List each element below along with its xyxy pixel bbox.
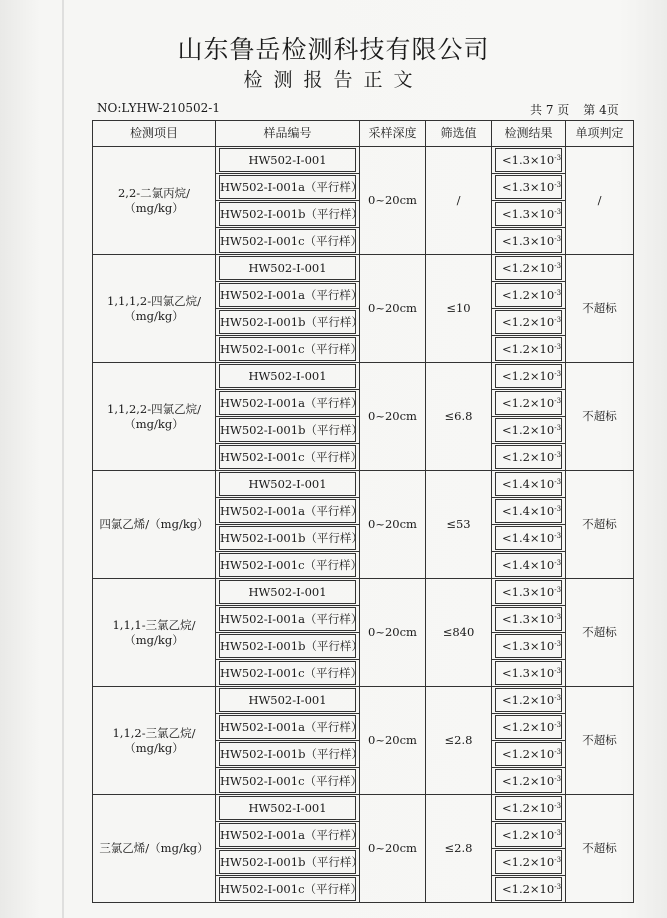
sampling-depth: 0~20cm [360, 471, 426, 579]
sample-cell [216, 633, 363, 660]
screening-value: / [426, 147, 492, 255]
result-cell [492, 579, 566, 606]
table-body [93, 147, 634, 903]
result-exponent: -3 [554, 775, 562, 783]
result-value: <1.2×10 [502, 801, 555, 815]
sampling-depth: 0~20cm [360, 255, 426, 363]
result-value: <1.3×10 [502, 666, 555, 680]
result-exponent: -3 [554, 829, 562, 837]
sample-cell [216, 498, 363, 525]
table-row [93, 687, 634, 714]
sample-id: HW502-I-001b（平行样） [219, 418, 356, 442]
test-result [495, 553, 562, 577]
result-exponent: -3 [554, 505, 562, 513]
sample-cell [216, 822, 363, 849]
result-exponent: -3 [554, 748, 562, 756]
result-value: <1.3×10 [502, 207, 555, 221]
test-result [495, 256, 562, 280]
result-value: <1.4×10 [502, 558, 555, 572]
result-value: <1.2×10 [502, 882, 555, 896]
result-exponent: -3 [554, 289, 562, 297]
test-item-name: 1,1,1,2-四氯乙烷/（mg/kg） [93, 255, 216, 363]
result-value: <1.2×10 [502, 315, 555, 329]
screening-value: ≤10 [426, 255, 492, 363]
test-result [495, 850, 562, 874]
result-value: <1.4×10 [502, 504, 555, 518]
sample-cell [216, 336, 363, 363]
page-info [530, 101, 619, 118]
test-result [495, 391, 562, 415]
result-value: <1.2×10 [502, 450, 555, 464]
sample-cell [216, 795, 360, 822]
item-verdict: 不超标 [566, 363, 634, 471]
sample-id: HW502-I-001c（平行样） [219, 769, 356, 793]
total-pages: 共 7 页 [530, 103, 570, 117]
result-cell [492, 255, 566, 282]
result-cell [492, 309, 566, 336]
result-exponent: -3 [554, 262, 562, 270]
result-exponent: -3 [554, 478, 562, 486]
sample-id: HW502-I-001c（平行样） [219, 661, 356, 685]
result-value: <1.2×10 [502, 774, 555, 788]
table-row [93, 795, 634, 822]
sample-id: HW502-I-001 [219, 796, 356, 820]
sample-id: HW502-I-001c（平行样） [219, 337, 356, 361]
result-value: <1.3×10 [502, 234, 555, 248]
test-result [495, 580, 562, 604]
screening-value: ≤53 [426, 471, 492, 579]
test-result [495, 364, 562, 388]
sample-id: HW502-I-001 [219, 256, 356, 280]
sample-cell [216, 687, 360, 714]
page-number: 第 4页 [583, 103, 619, 117]
test-result [495, 499, 562, 523]
sample-id: HW502-I-001a（平行样） [219, 499, 356, 523]
result-exponent: -3 [554, 667, 562, 675]
result-cell [492, 768, 566, 795]
sample-cell [216, 714, 363, 741]
sample-cell [216, 768, 363, 795]
sample-id: HW502-I-001 [219, 148, 356, 172]
result-cell [492, 147, 566, 174]
result-exponent: -3 [554, 802, 562, 810]
result-cell [492, 336, 566, 363]
sample-id: HW502-I-001 [219, 472, 356, 496]
result-value: <1.2×10 [502, 342, 555, 356]
table-row [93, 363, 634, 390]
sample-id: HW502-I-001c（平行样） [219, 877, 356, 901]
result-exponent: -3 [554, 883, 562, 891]
result-cell [492, 822, 566, 849]
result-value: <1.3×10 [502, 612, 555, 626]
test-result [495, 310, 562, 334]
result-cell [492, 201, 566, 228]
test-result [495, 769, 562, 793]
test-result [495, 148, 562, 172]
sample-cell [216, 255, 360, 282]
screening-value: ≤2.8 [426, 795, 492, 903]
sample-id: HW502-I-001a（平行样） [219, 175, 356, 199]
sampling-depth: 0~20cm [360, 147, 426, 255]
test-result [495, 877, 562, 901]
result-value: <1.2×10 [502, 693, 555, 707]
test-result [495, 526, 562, 550]
test-result [495, 634, 562, 658]
sample-id: HW502-I-001 [219, 364, 356, 388]
result-cell [492, 471, 566, 498]
report-number: NO:LYHW-210502-1 [97, 101, 220, 115]
sample-id: HW502-I-001b（平行样） [219, 742, 356, 766]
sample-cell [216, 363, 360, 390]
result-cell [492, 849, 566, 876]
sample-cell [216, 660, 363, 687]
result-exponent: -3 [554, 397, 562, 405]
result-value: <1.2×10 [502, 720, 555, 734]
result-cell [492, 363, 566, 390]
document-title: 检测报告正文 [243, 69, 424, 91]
test-result [495, 283, 562, 307]
test-result [495, 418, 562, 442]
result-cell [492, 660, 566, 687]
test-result [495, 688, 562, 712]
sample-id: HW502-I-001 [219, 580, 356, 604]
sample-id: HW502-I-001b（平行样） [219, 850, 356, 874]
sample-cell [216, 471, 360, 498]
result-cell [492, 525, 566, 552]
result-value: <1.3×10 [502, 180, 555, 194]
results-table [92, 120, 634, 903]
test-item-name: 1,1,2,2-四氯乙烷/（mg/kg） [93, 363, 216, 471]
result-cell [492, 606, 566, 633]
table-row [93, 579, 634, 606]
test-result [495, 229, 562, 253]
test-item-name: 2,2-二氯丙烷/（mg/kg） [93, 147, 216, 255]
result-exponent: -3 [554, 640, 562, 648]
result-value: <1.2×10 [502, 396, 555, 410]
test-result [495, 661, 562, 685]
item-verdict: / [566, 147, 634, 255]
result-cell [492, 282, 566, 309]
result-cell [492, 876, 566, 903]
sample-cell [216, 552, 363, 579]
sample-cell [216, 444, 363, 471]
result-exponent: -3 [554, 208, 562, 216]
test-result [495, 742, 562, 766]
sample-id: HW502-I-001a（平行样） [219, 283, 356, 307]
result-value: <1.2×10 [502, 288, 555, 302]
sample-id: HW502-I-001c（平行样） [219, 445, 356, 469]
result-value: <1.3×10 [502, 639, 555, 653]
result-exponent: -3 [554, 451, 562, 459]
sample-cell [216, 309, 363, 336]
result-cell [492, 552, 566, 579]
result-cell [492, 390, 566, 417]
test-result [495, 175, 562, 199]
table-header-row [93, 121, 634, 147]
result-value: <1.2×10 [502, 828, 555, 842]
sample-id: HW502-I-001a（平行样） [219, 715, 356, 739]
sample-id: HW502-I-001b（平行样） [219, 202, 356, 226]
result-cell [492, 741, 566, 768]
result-exponent: -3 [554, 694, 562, 702]
test-result [495, 202, 562, 226]
sample-cell [216, 282, 363, 309]
result-cell [492, 498, 566, 525]
result-exponent: -3 [554, 559, 562, 567]
sample-id: HW502-I-001a（平行样） [219, 823, 356, 847]
table-row [93, 471, 634, 498]
test-item-name: 三氯乙烯/（mg/kg） [93, 795, 216, 903]
result-cell [492, 417, 566, 444]
column-header: 筛选值 [426, 121, 492, 147]
test-item-name: 1,1,2-三氯乙烷/（mg/kg） [93, 687, 216, 795]
test-result [495, 823, 562, 847]
result-value: <1.4×10 [502, 531, 555, 545]
screening-value: ≤2.8 [426, 687, 492, 795]
table-row [93, 255, 634, 282]
result-value: <1.2×10 [502, 369, 555, 383]
result-value: <1.3×10 [502, 153, 555, 167]
result-exponent: -3 [554, 343, 562, 351]
result-value: <1.4×10 [502, 477, 555, 491]
item-verdict: 不超标 [566, 795, 634, 903]
sample-id: HW502-I-001 [219, 688, 356, 712]
sample-id: HW502-I-001c（平行样） [219, 229, 356, 253]
sample-cell [216, 525, 363, 552]
screening-value: ≤840 [426, 579, 492, 687]
test-item-name: 1,1,1-三氯乙烷/（mg/kg） [93, 579, 216, 687]
test-result [495, 607, 562, 631]
result-cell [492, 174, 566, 201]
column-header: 单项判定 [566, 121, 634, 147]
result-exponent: -3 [554, 613, 562, 621]
result-exponent: -3 [554, 370, 562, 378]
result-cell [492, 444, 566, 471]
result-cell [492, 228, 566, 255]
result-value: <1.2×10 [502, 261, 555, 275]
sample-cell [216, 606, 363, 633]
test-item-name: 四氯乙烯/（mg/kg） [93, 471, 216, 579]
sample-cell [216, 390, 363, 417]
result-exponent: -3 [554, 316, 562, 324]
sample-cell [216, 147, 360, 174]
result-exponent: -3 [554, 856, 562, 864]
sample-id: HW502-I-001a（平行样） [219, 607, 356, 631]
result-cell [492, 633, 566, 660]
result-exponent: -3 [554, 181, 562, 189]
sampling-depth: 0~20cm [360, 579, 426, 687]
result-cell [492, 714, 566, 741]
column-header: 采样深度 [360, 121, 426, 147]
sample-cell [216, 849, 363, 876]
test-result [495, 796, 562, 820]
result-exponent: -3 [554, 532, 562, 540]
item-verdict: 不超标 [566, 255, 634, 363]
sampling-depth: 0~20cm [360, 795, 426, 903]
sample-id: HW502-I-001a（平行样） [219, 391, 356, 415]
result-cell [492, 687, 566, 714]
sample-cell [216, 579, 360, 606]
table-row [93, 147, 634, 174]
sample-cell [216, 174, 363, 201]
item-verdict: 不超标 [566, 471, 634, 579]
column-header: 样品编号 [216, 121, 360, 147]
sample-cell [216, 201, 363, 228]
result-exponent: -3 [554, 586, 562, 594]
sample-id: HW502-I-001b（平行样） [219, 634, 356, 658]
test-result [495, 472, 562, 496]
result-value: <1.3×10 [502, 585, 555, 599]
sample-cell [216, 741, 363, 768]
result-exponent: -3 [554, 424, 562, 432]
test-result [495, 445, 562, 469]
sampling-depth: 0~20cm [360, 363, 426, 471]
sample-cell [216, 417, 363, 444]
result-value: <1.2×10 [502, 855, 555, 869]
item-verdict: 不超标 [566, 579, 634, 687]
sample-cell [216, 228, 363, 255]
test-result [495, 337, 562, 361]
sample-id: HW502-I-001c（平行样） [219, 553, 356, 577]
sample-id: HW502-I-001b（平行样） [219, 526, 356, 550]
company-name: 山东鲁岳检测科技有限公司 [177, 35, 490, 64]
result-exponent: -3 [554, 721, 562, 729]
result-exponent: -3 [554, 235, 562, 243]
page-fold-shadow [62, 0, 64, 918]
sample-id: HW502-I-001b（平行样） [219, 310, 356, 334]
sampling-depth: 0~20cm [360, 687, 426, 795]
test-result [495, 715, 562, 739]
result-exponent: -3 [554, 154, 562, 162]
result-cell [492, 795, 566, 822]
result-value: <1.2×10 [502, 423, 555, 437]
column-header: 检测结果 [492, 121, 566, 147]
screening-value: ≤6.8 [426, 363, 492, 471]
result-value: <1.2×10 [502, 747, 555, 761]
column-header: 检测项目 [93, 121, 216, 147]
item-verdict: 不超标 [566, 687, 634, 795]
sample-cell [216, 876, 363, 903]
